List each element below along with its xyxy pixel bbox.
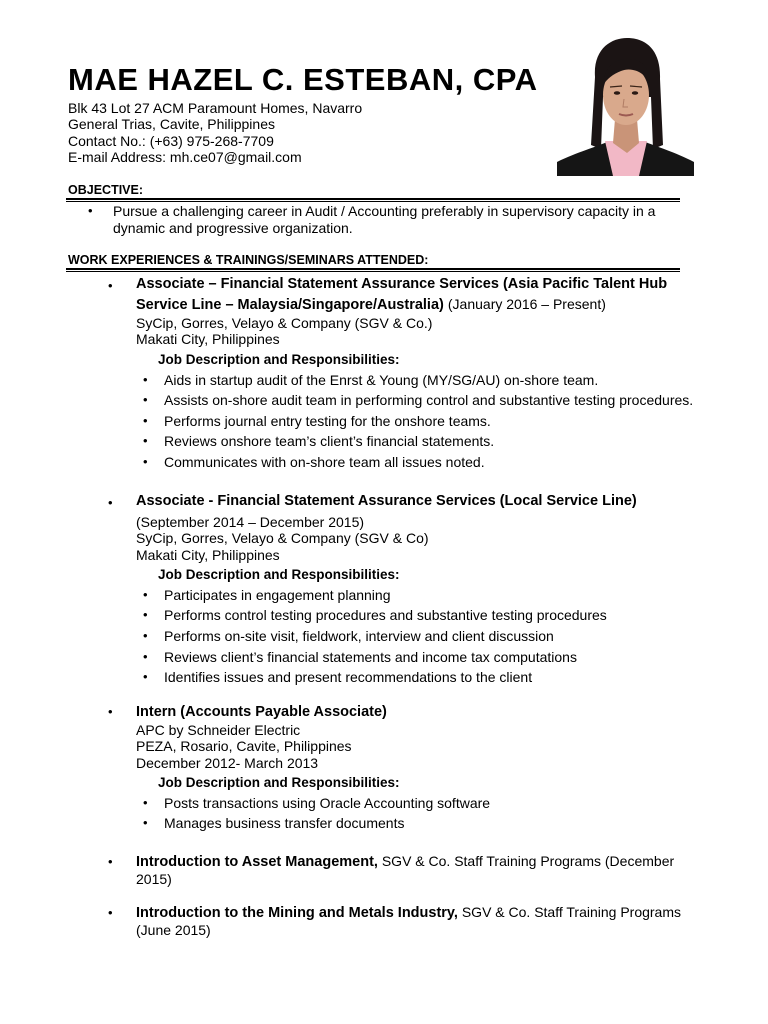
objective-heading: OBJECTIVE: xyxy=(68,183,144,197)
work-entry xyxy=(108,274,698,473)
bullet-icon: • xyxy=(108,495,113,510)
contact-number: Contact No.: (+63) 975-268-7709 xyxy=(68,132,274,149)
objective-item xyxy=(88,203,678,236)
job-period: (September 2014 – December 2015) xyxy=(136,514,365,530)
company-name: SyCip, Gorres, Velayo & Company (SGV & Co.) xyxy=(136,315,433,331)
contact-block xyxy=(68,100,362,165)
job-title: Intern (Accounts Payable Associate) xyxy=(136,704,387,720)
job-period: (January 2016 – Present) xyxy=(447,296,606,312)
job-title: Associate - Financial Statement Assurance Services (Local Service Line) xyxy=(136,493,637,509)
training-entry xyxy=(108,853,698,889)
duty-item: • Reviews onshore team’s client’s financial statements. xyxy=(108,431,698,452)
company-location: Makati City, Philippines xyxy=(136,331,280,348)
applicant-name: MAE HAZEL C. ESTEBAN, CPA xyxy=(68,62,538,97)
job-description-heading: Job Description and Responsibilities: xyxy=(158,351,400,367)
bullet-icon: • xyxy=(108,854,113,869)
company-location: PEZA, Rosario, Cavite, Philippines xyxy=(136,738,352,755)
duty-item: • Identifies issues and present recommendations to the client xyxy=(108,667,698,688)
duty-item: • Manages business transfer documents xyxy=(108,813,698,834)
address-line-2: General Trias, Cavite, Philippines xyxy=(68,116,275,133)
training-detail: SGV & Co. Staff Training Programs (June 2015) xyxy=(136,904,682,938)
address-line-1: Blk 43 Lot 27 ACM Paramount Homes, Navarro xyxy=(68,100,363,116)
duty-item: • Aids in startup audit of the Enrst & Young (MY/SG/AU) on-shore team. xyxy=(108,370,698,391)
training-entry xyxy=(108,904,698,940)
duty-item: • Assists on-shore audit team in performing control and substantive testing procedures. xyxy=(108,390,698,411)
job-title-text: Associate – Financial Statement Assurance Services (Asia Pacific Talent Hub Service Line – Malaysia/Singapore/Australia) xyxy=(136,276,668,313)
company-name: APC by Schneider Electric xyxy=(136,722,301,738)
duty-item: • Performs on-site visit, fieldwork, interview and client discussion xyxy=(108,626,698,647)
duties-list xyxy=(108,585,698,688)
duties-list xyxy=(108,370,698,473)
bullet-icon: • xyxy=(108,905,113,920)
duty-item: • Performs control testing procedures and substantive testing procedures xyxy=(108,605,698,626)
profile-photo xyxy=(557,37,694,176)
duties-list xyxy=(108,793,698,834)
work-entry xyxy=(108,491,698,688)
job-description-heading: Job Description and Responsibilities: xyxy=(158,774,400,790)
duty-item: • Participates in engagement planning xyxy=(108,585,698,606)
training-detail: SGV & Co. Staff Training Programs (December 2015) xyxy=(136,853,675,887)
duty-item: • Communicates with on-shore team all issues noted. xyxy=(108,452,698,473)
job-description-heading: Job Description and Responsibilities: xyxy=(158,566,400,582)
objective-text: Pursue a challenging career in Audit / Accounting preferably in supervisory capacity in a dynamic and progressive organization. xyxy=(113,203,656,236)
work-heading: WORK EXPERIENCES & TRAININGS/SEMINARS ATTENDED: xyxy=(68,253,429,267)
company-name: SyCip, Gorres, Velayo & Company (SGV & Co) xyxy=(136,530,429,547)
job-title xyxy=(136,274,698,315)
section-divider xyxy=(66,268,680,272)
job-period: December 2012- March 2013 xyxy=(136,754,319,771)
work-entry xyxy=(108,702,698,834)
bullet-icon: • xyxy=(88,203,93,218)
email-address: E-mail Address: mh.ce07@gmail.com xyxy=(68,148,302,165)
training-title: Introduction to the Mining and Metals Industry, xyxy=(136,905,458,921)
bullet-icon: • xyxy=(108,278,113,293)
duty-item: • Reviews client’s financial statements and income tax computations xyxy=(108,647,698,668)
training-title: Introduction to Asset Management, xyxy=(136,854,378,870)
duty-item: • Posts transactions using Oracle Accounting software xyxy=(108,793,698,814)
section-divider xyxy=(66,198,680,202)
bullet-icon: • xyxy=(108,704,113,719)
company-location: Makati City, Philippines xyxy=(136,546,280,563)
duty-item: • Performs journal entry testing for the onshore teams. xyxy=(108,411,698,432)
